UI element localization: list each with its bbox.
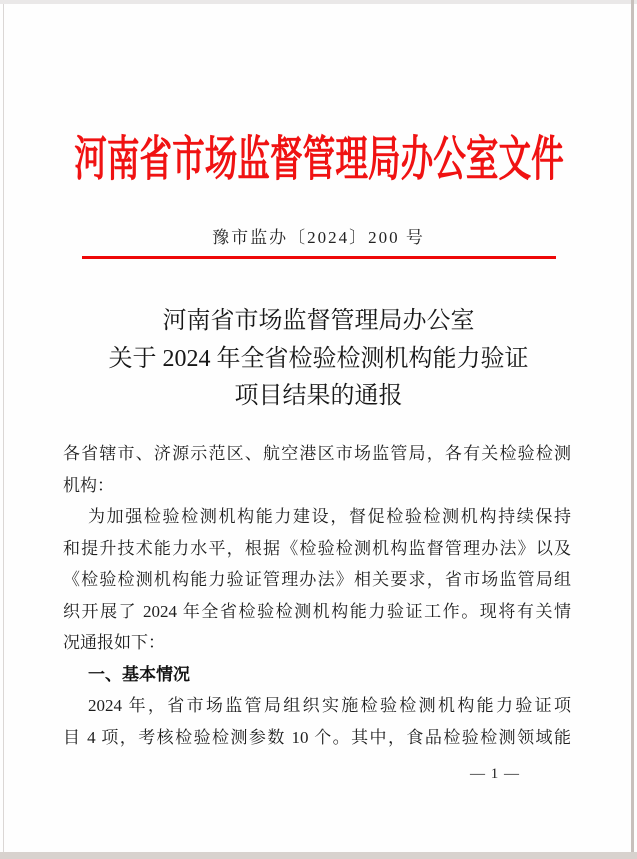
letterhead-banner (0, 131, 637, 189)
letterhead-title: 河南省市场监督管理局办公室文件 (73, 133, 564, 186)
body-line-paragraph-2: 和提升技术能力水平，根据《检验检测机构监督管理办法》以及 (63, 538, 571, 558)
document-title-line-1: 河南省市场监督管理局办公室 (162, 308, 475, 334)
section-heading-basic-situation: 一、基本情况 (88, 664, 190, 684)
body-line-paragraph-3: 《检验检测机构能力验证管理办法》相关要求，省市场监管局组 (63, 570, 571, 589)
body-line-paragraph-end: 况通报如下： (63, 633, 165, 652)
scan-edge-bottom (0, 852, 637, 859)
body-line-section-text-2: 目 4 项，考核检验检测参数 10 个。其中，食品检验检测领域能 (63, 727, 571, 747)
document-title-line-2: 关于 2024 年全省检验检测机构能力验证 (108, 345, 529, 372)
scan-edge-top (0, 0, 637, 4)
document-reference-number: 豫市监办〔2024〕200 号 (212, 228, 425, 247)
body-line-recipients: 各省辖市、济源示范区、航空港区市场监管局，各有关检验检测 (63, 444, 571, 463)
scan-edge-right (631, 0, 634, 852)
body-line-recipients-end: 机构： (63, 475, 114, 495)
body-line-paragraph-4: 织开展了 2024 年全省检验检测机构能力验证工作。现将有关情 (63, 601, 571, 621)
body-line-section-text-1: 2024 年，省市场监管局组织实施检验检测机构能力验证项 (88, 696, 571, 715)
page-number: — 1 — (470, 766, 520, 782)
document-title (0, 303, 637, 416)
document-title-line-3: 项目结果的通报 (234, 383, 403, 409)
document-body (63, 438, 571, 753)
body-line-paragraph-1: 为加强检验检测机构能力建设，督促检验检测机构持续保持 (88, 507, 571, 526)
red-divider-rule (82, 256, 556, 259)
